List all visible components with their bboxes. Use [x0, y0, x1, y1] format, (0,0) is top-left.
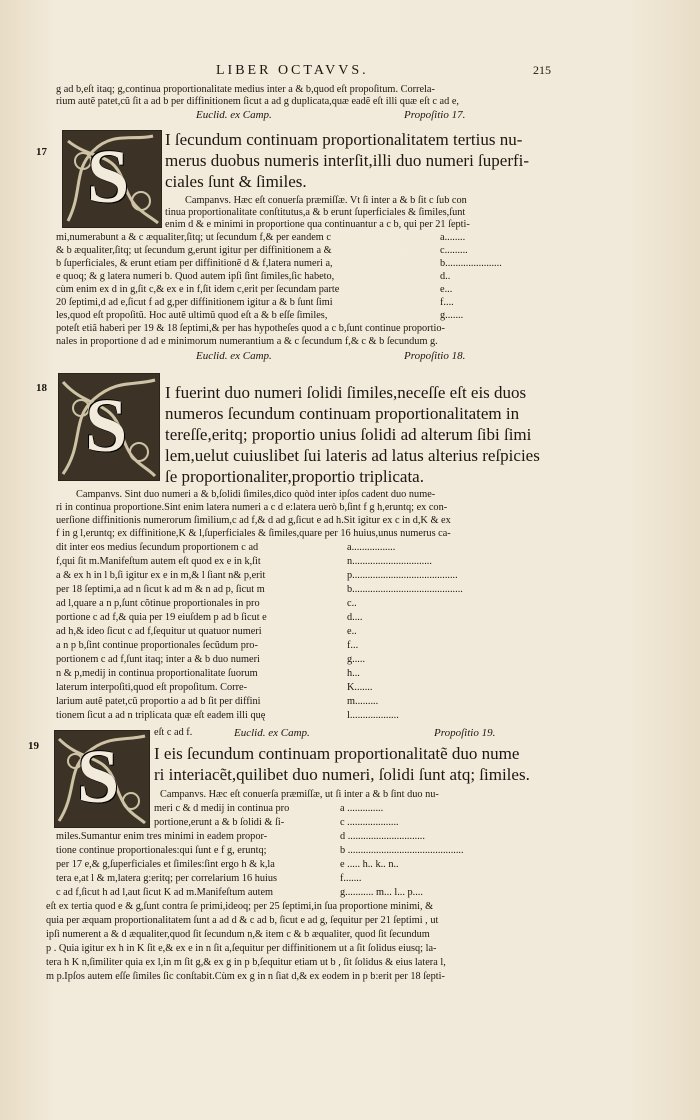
text-line: ri in continua proportione.Sint enim latera numeri a c d e:latera uerò b,ſint f g h,eruntq; ex con- — [56, 502, 448, 513]
number-line: b........................................... — [347, 584, 463, 595]
number-line: e ..... h.. k.. n.. — [340, 859, 399, 870]
number-line: c.. — [347, 598, 357, 609]
text-line: Campanvs. Sint duo numeri a & b,ſolidi ſimiles,dico quòd inter ipſos cadent duo nume- — [76, 489, 436, 500]
text-line: Campanvs. Hæc eſt conuerſa præmiſſæ, ut ſi inter a & b ſint duo nu- — [160, 789, 439, 800]
text-line: portionem c ad f,ſunt itaq; inter a & b duo numeri — [56, 654, 260, 665]
number-line: d.... — [347, 612, 363, 623]
number-line: p......................................... — [347, 570, 458, 581]
number-line: g....... — [440, 310, 464, 321]
margin-number: 17 — [36, 146, 47, 158]
heading-line: merus duobus numeris interſit,illi duo numeri ſuperfi- — [165, 151, 530, 170]
text-line: p . Quia igitur ex h in K ſit e,& ex e in n ſit a,ſequitur per diffinitionem ut a ſit ſolidus eiusq; la- — [46, 943, 437, 954]
text-line: tinua proportionalitate conſtitutus,a & b erunt ſuperficiales & ſimiles,ſunt — [165, 207, 466, 218]
text-line: ad l,quare a n p,ſunt cõtinue proportionales in pro — [56, 598, 260, 609]
text-line: eſt ex tertia quod e & g,ſunt contra ſe primi,ideoq; per 25 ſeptimi,in ſua proportione minimi, & — [46, 901, 434, 912]
heading-line: I ſecundum continuam proportionalitatem tertius nu- — [165, 130, 523, 149]
heading-line: ciales ſunt & ſimiles. — [165, 172, 307, 191]
text-line: Campanvs. Hæc eſt conuerſa præmiſſæ. Vt ſi inter a & b ſit c ſub con — [185, 195, 467, 206]
number-line: e.. — [347, 626, 357, 637]
page-number: 215 — [533, 63, 551, 77]
heading-line: I eis ſecundum continuam proportionalitatẽ duo nume — [154, 744, 520, 763]
text-line: a & ex h in l b,ſi igitur ex e in m,& l ſiant n& p,erit — [56, 570, 266, 581]
text-line: portione,erunt a & b ſolidi & ſi- — [154, 817, 285, 828]
text-line: rium autẽ patet,cũ ſit a ad b per diffinitionem ſicut a ad g duplicata,quæ eadẽ eſt illi quæ eſt c ad e, — [56, 96, 459, 107]
number-line: g..... — [347, 654, 366, 665]
text-line: quia per æquam proportionalitatem ſunt a ad d & c ad b, ſicut e ad g, ſequitur per 21 ſeptimi , ut — [46, 915, 439, 926]
text-line: tera h K n,ſimiliter quia ex l,in m ſit g,& ex g in p b,ſequitur etiam ut b , ſit ſolidus & eius latera l, — [46, 957, 446, 968]
heading-line: numeros ſecundum continuam proportionalitatem in — [165, 404, 520, 423]
text-line: enim d & e minimi in proportione qua continuantur a c b, qui per 21 ſepti- — [165, 219, 470, 230]
caption-source: Euclid. ex Camp. — [196, 109, 272, 121]
text-line: portione c ad f,& quia per 19 eiuſdem p ad b ſicut e — [56, 612, 267, 623]
margin-number: 18 — [36, 382, 47, 394]
text-line: per 17 e,& g,ſuperficiales et ſimiles:ſint ergo h & k,la — [56, 859, 275, 870]
margin-number: 19 — [28, 740, 39, 752]
caption-source: Euclid. ex Camp. — [196, 350, 272, 362]
caption-proposition: Propoſitio 19. — [434, 727, 496, 739]
text-line: tionem ſicut a ad n triplicata quæ eſt eadem illi quę — [56, 710, 266, 721]
number-line: d.. — [440, 271, 451, 282]
text-line: 20 ſeptimi,d ad e,ſicut f ad g,per diffinitionem igitur a & b ſunt ſimi — [56, 297, 333, 308]
initial-letter: S — [87, 135, 130, 219]
number-line: f....... — [340, 873, 362, 884]
text-line: m p.Ipſos autem eſſe ſimiles ſic conſtabit.Cùm ex g in n ſiat d,& ex eodem in p b:erit per 18 ſepti- — [46, 971, 445, 982]
number-line: a................. — [347, 542, 396, 553]
number-line: f.... — [440, 297, 454, 308]
number-line: n............................... — [347, 556, 432, 567]
number-line: K....... — [347, 682, 373, 693]
text-line: meri c & d medij in continua pro — [154, 803, 290, 814]
number-line: g........... m... l... p.... — [340, 887, 423, 898]
text-line: a n p b,ſint continue proportionales ſecũdum pro- — [56, 640, 258, 651]
heading-line: lem,uelut cuiuslibet ſui lateris ad latus alterius reſpicies — [165, 446, 540, 465]
text-line: eſt c ad f. — [154, 727, 193, 738]
decorated-initial — [58, 373, 160, 481]
text-line: mi,numerabunt a & c æqualiter,ſitq; ut ſecundum f,& per eandem c — [56, 232, 331, 243]
text-line: larium autẽ patet,cũ proportio a ad b ſit per diffini — [56, 696, 261, 707]
number-line: d .............................. — [340, 831, 425, 842]
text-line: n & p,medij in continua proportionalitate ſuorum — [56, 668, 258, 679]
caption-proposition: Propoſitio 18. — [404, 350, 466, 362]
text-line: tera e,at l & m,latera g:eritq; per correlarium 16 huius — [56, 873, 278, 884]
decorated-initial — [62, 130, 162, 228]
number-line: a .............. — [340, 803, 384, 814]
number-line: l................... — [347, 710, 399, 721]
number-line: a........ — [440, 232, 466, 243]
text-line: f,qui ſit m.Manifeſtum autem eſt quod ex e in k,ſit — [56, 556, 261, 567]
text-line: ad h,& ideo ſicut c ad f,ſequitur ut quatuor numeri — [56, 626, 262, 637]
heading-line: tereſſe,eritq; proportio unius ſolidi ad alterum ſibi ſimi — [165, 425, 532, 444]
heading-line: ri interiacẽt,quilibet duo numeri, ſolidi ſunt atq; ſimiles. — [154, 765, 530, 784]
number-line: c .................... — [340, 817, 399, 828]
text-line: g ad b,eſt itaq; g,continua proportionalitate medius inter a & b,quod eſt propoſitum. Correla- — [56, 84, 435, 95]
caption-source: Euclid. ex Camp. — [234, 727, 310, 739]
text-line: uerſione diffinitionis numerorum ſimilium,c ad f,& d ad g,ſicut e ad h.Sit igitur ex c in d,K & ex — [56, 515, 451, 526]
text-line: miles.Sumantur enim tres minimi in eadem propor- — [56, 831, 268, 842]
text-line: nales in proportione d ad e minimorum numerantium a & c ſecundum f,& c & b ſecundum g. — [56, 336, 438, 347]
text-line: dit inter eos medius ſecundum proportionem c ad — [56, 542, 259, 553]
text-line: ipſi numerent a & d æqualiter,quod ſit ſecundum n,& item c & b æqualiter, quod ſit ſecundum — [46, 929, 430, 940]
decorated-initial — [54, 730, 150, 828]
number-line: h... — [347, 668, 360, 679]
text-line: c ad f,ſicut h ad l,aut ſicut K ad m.Manifeſtum autem — [56, 887, 274, 898]
text-line: les,quod eſt propoſitũ. Hoc autẽ ultimũ quod eſt a & b eſſe ſimiles, — [56, 310, 328, 321]
text-line: per 18 ſeptimi,a ad n ſicut k ad m & n ad p, ſicut m — [56, 584, 265, 595]
initial-letter: S — [85, 384, 128, 468]
number-line: c......... — [440, 245, 468, 256]
heading-line: I fuerint duo numeri ſolidi ſimiles,neceſſe eſt eis duos — [165, 383, 527, 402]
heading-line: ſe proportionaliter,proportio triplicata. — [165, 467, 424, 486]
text-line: poteſt etiã haberi per 19 & 18 ſeptimi,& per has hypotheſes quod a c b,ſunt continue proportio- — [56, 323, 445, 334]
number-line: b ............................................. — [340, 845, 464, 856]
caption-proposition: Propoſitio 17. — [404, 109, 466, 121]
number-line: m......... — [347, 696, 379, 707]
initial-letter: S — [77, 735, 120, 819]
text-line: b ſuperficiales, & erunt etiam per diffinitionẽ d & f,latera numeri a, — [56, 258, 333, 269]
number-line: f... — [347, 640, 359, 651]
text-line: laterum interpoſiti,quod eſt propoſitum. Corre- — [56, 682, 248, 693]
text-line: e quoq; & g latera numeri b. Quod autem ipſi ſint ſimiles,ſic habeto, — [56, 271, 335, 282]
text-line: tione continue proportionales:qui ſunt e f g, eruntq; — [56, 845, 267, 856]
number-line: e... — [440, 284, 453, 295]
text-line: cùm enim ex d in g,ſit c,& ex e in f,ſit idem c,erit per ſecundam parte — [56, 284, 340, 295]
text-line: f in g l,eruntq; ex diffinitione,K & l,ſuperficiales & ſimiles,quare per 16 huius,unus numerus ca- — [56, 528, 451, 539]
text-line: & b æqualiter,ſitq; ut ſecundum g,erunt igitur per diffinitionem a & — [56, 245, 332, 256]
number-line: b...................... — [440, 258, 502, 269]
running-header: LIBER OCTAVVS. — [216, 63, 369, 78]
